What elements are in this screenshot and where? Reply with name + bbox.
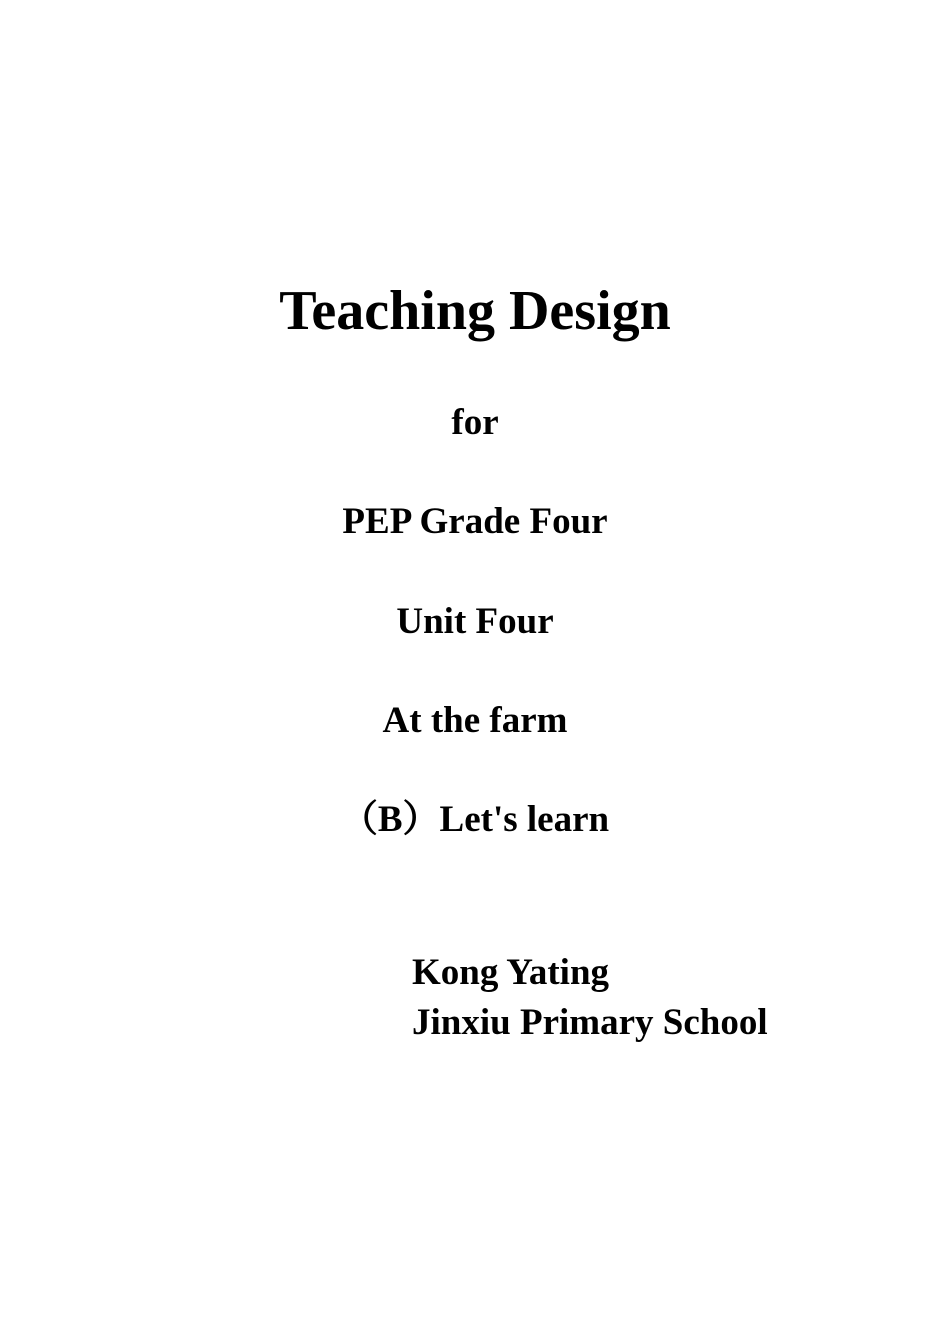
author-block: [412, 948, 768, 1048]
topic-text: At the farm: [382, 700, 568, 741]
section-text: （B）Let's learn: [340, 799, 610, 840]
unit-text: Unit Four: [396, 601, 554, 642]
school-name: Jinxiu Primary School: [412, 1002, 768, 1043]
document-title: Teaching Design: [279, 280, 671, 342]
grade-text: PEP Grade Four: [342, 501, 608, 542]
author-name: Kong Yating: [412, 952, 610, 993]
for-text: for: [451, 402, 499, 443]
